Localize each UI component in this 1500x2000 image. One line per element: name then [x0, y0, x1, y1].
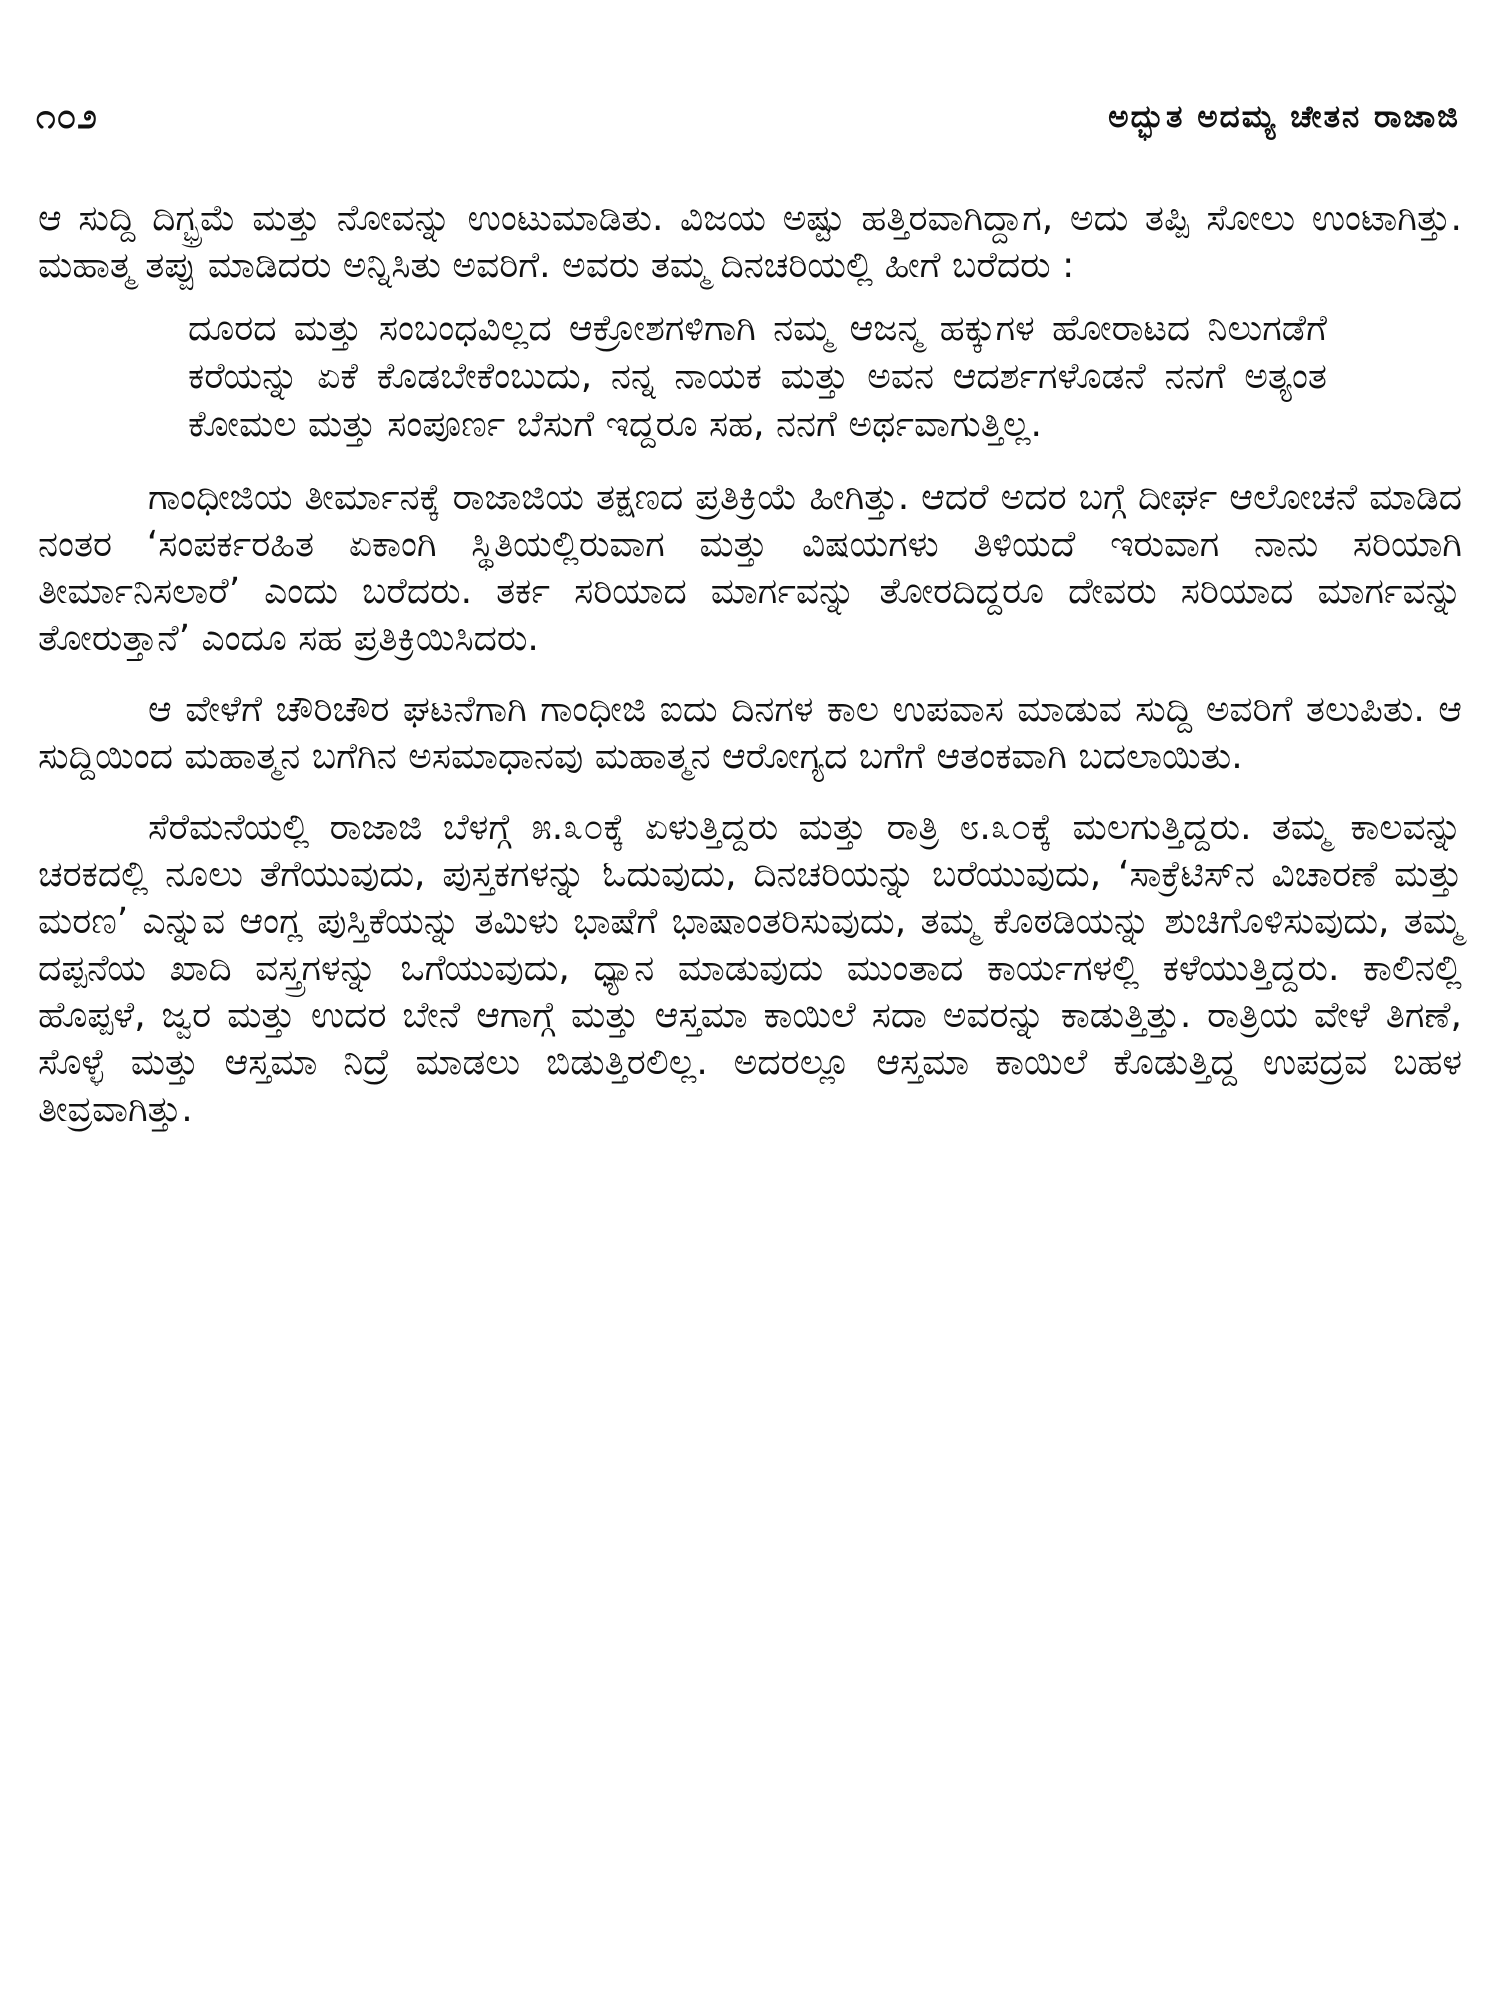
running-title: ಅದ್ಭುತ ಅದಮ್ಯ ಚೇತನ ರಾಜಾಜಿ	[1108, 98, 1460, 135]
paragraph-3: ಆ ವೇಳೆಗೆ ಚೌರಿಚೌರ ಘಟನೆಗಾಗಿ ಗಾಂಧೀಜಿ ಐದು ದಿನಗಳ ಕಾಲ ಉಪವಾಸ ಮಾಡುವ ಸುದ್ದಿ ಅವರಿಗೆ ತಲುಪಿತು. ಆ ಸುದ್ದಿಯಿಂದ ಮಹಾತ್ಮನ ಬಗೆಗಿನ ಅಸಮಾಧಾನವು ಮಹಾತ್ಮನ ಆರೋಗ್ಯದ ಬಗೆಗೆ ಆತಂಕವಾಗಿ ಬದಲಾಯಿತು.	[38, 689, 1462, 777]
page-number: ೧೦೨	[36, 97, 98, 137]
block-quote: ದೂರದ ಮತ್ತು ಸಂಬಂಧವಿಲ್ಲದ ಆಕ್ರೋಶಗಳಿಗಾಗಿ ನಮ್ಮ ಆಜನ್ಮ ಹಕ್ಕುಗಳ ಹೋರಾಟದ ನಿಲುಗಡೆಗೆ ಕರೆಯನ್ನು ಏಕೆ ಕೊಡಬೇಕೆಂಬುದು, ನನ್ನ ನಾಯಕ ಮತ್ತು ಅವನ ಆದರ್ಶಗಳೊಡನೆ ನನಗೆ ಅತ್ಯಂತ ಕೋಮಲ ಮತ್ತು ಸಂಪೂರ್ಣ ಬೆಸುಗೆ ಇದ್ದರೂ ಸಹ, ನನಗೆ ಅರ್ಥವಾಗುತ್ತಿಲ್ಲ.	[188, 308, 1327, 445]
paragraph-1: ಆ ಸುದ್ದಿ ದಿಗ್ಭ್ರಮೆ ಮತ್ತು ನೋವನ್ನು ಉಂಟುಮಾಡಿತು. ವಿಜಯ ಅಷ್ಟು ಹತ್ತಿರವಾಗಿದ್ದಾಗ, ಅದು ತಪ್ಪಿ ಸೋಲು ಉಂಟಾಗಿತ್ತು. ಮಹಾತ್ಮ ತಪ್ಪು ಮಾಡಿದರು ಅನ್ನಿಸಿತು ಅವರಿಗೆ. ಅವರು ತಮ್ಮ ದಿನಚರಿಯಲ್ಲಿ ಹೀಗೆ ಬರೆದರು :	[38, 198, 1462, 286]
paragraph-4: ಸೆರೆಮನೆಯಲ್ಲಿ ರಾಜಾಜಿ ಬೆಳಗ್ಗೆ ೫.೩೦ಕ್ಕೆ ಏಳುತ್ತಿದ್ದರು ಮತ್ತು ರಾತ್ರಿ ೮.೩೦ಕ್ಕೆ ಮಲಗುತ್ತಿದ್ದರು. ತಮ್ಮ ಕಾಲವನ್ನು ಚರಕದಲ್ಲಿ ನೂಲು ತೆಗೆಯುವುದು, ಪುಸ್ತಕಗಳನ್ನು ಓದುವುದು, ದಿನಚರಿಯನ್ನು ಬರೆಯುವುದು, ‘ಸಾಕ್ರೆಟಿಸ್‌ನ ವಿಚಾರಣೆ ಮತ್ತು ಮರಣ’ ಎನ್ನುವ ಆಂಗ್ಲ ಪುಸ್ತಿಕೆಯನ್ನು ತಮಿಳು ಭಾಷೆಗೆ ಭಾಷಾಂತರಿಸುವುದು, ತಮ್ಮ ಕೊಠಡಿಯನ್ನು ಶುಚಿಗೊಳಿಸುವುದು, ತಮ್ಮ ದಪ್ಪನೆಯ ಖಾದಿ ವಸ್ತ್ರಗಳನ್ನು ಒಗೆಯುವುದು, ಧ್ಯಾನ ಮಾಡುವುದು ಮುಂತಾದ ಕಾರ್ಯಗಳಲ್ಲಿ ಕಳೆಯುತ್ತಿದ್ದರು. ಕಾಲಿನಲ್ಲಿ ಹೊಪ್ಪಳೆ, ಜ್ವರ ಮತ್ತು ಉದರ ಬೇನೆ ಆಗಾಗ್ಗೆ ಮತ್ತು ಆಸ್ತಮಾ ಕಾಯಿಲೆ ಸದಾ ಅವರನ್ನು ಕಾಡುತ್ತಿತ್ತು. ರಾತ್ರಿಯ ವೇಳೆ ತಿಗಣೆ, ಸೊಳ್ಳೆ ಮತ್ತು ಆಸ್ತಮಾ ನಿದ್ರೆ ಮಾಡಲು ಬಿಡುತ್ತಿರಲಿಲ್ಲ. ಅದರಲ್ಲೂ ಆಸ್ತಮಾ ಕಾಯಿಲೆ ಕೊಡುತ್ತಿದ್ದ ಉಪದ್ರವ ಬಹಳ ತೀವ್ರವಾಗಿತ್ತು.	[38, 807, 1462, 1130]
body-text	[38, 195, 1462, 1133]
page-header	[36, 92, 1460, 142]
paragraph-2: ಗಾಂಧೀಜಿಯ ತೀರ್ಮಾನಕ್ಕೆ ರಾಜಾಜಿಯ ತಕ್ಷಣದ ಪ್ರತಿಕ್ರಿಯೆ ಹೀಗಿತ್ತು. ಆದರೆ ಅದರ ಬಗ್ಗೆ ದೀರ್ಘ ಆಲೋಚನೆ ಮಾಡಿದ ನಂತರ ‘ಸಂಪರ್ಕರಹಿತ ಏಕಾಂಗಿ ಸ್ಥಿತಿಯಲ್ಲಿರುವಾಗ ಮತ್ತು ವಿಷಯಗಳು ತಿಳಿಯದೆ ಇರುವಾಗ ನಾನು ಸರಿಯಾಗಿ ತೀರ್ಮಾನಿಸಲಾರೆ’ ಎಂದು ಬರೆದರು. ತರ್ಕ ಸರಿಯಾದ ಮಾರ್ಗವನ್ನು ತೋರದಿದ್ದರೂ ದೇವರು ಸರಿಯಾದ ಮಾರ್ಗವನ್ನು ತೋರುತ್ತಾನೆ’ ಎಂದೂ ಸಹ ಪ್ರತಿಕ್ರಿಯಿಸಿದರು.	[38, 477, 1462, 659]
